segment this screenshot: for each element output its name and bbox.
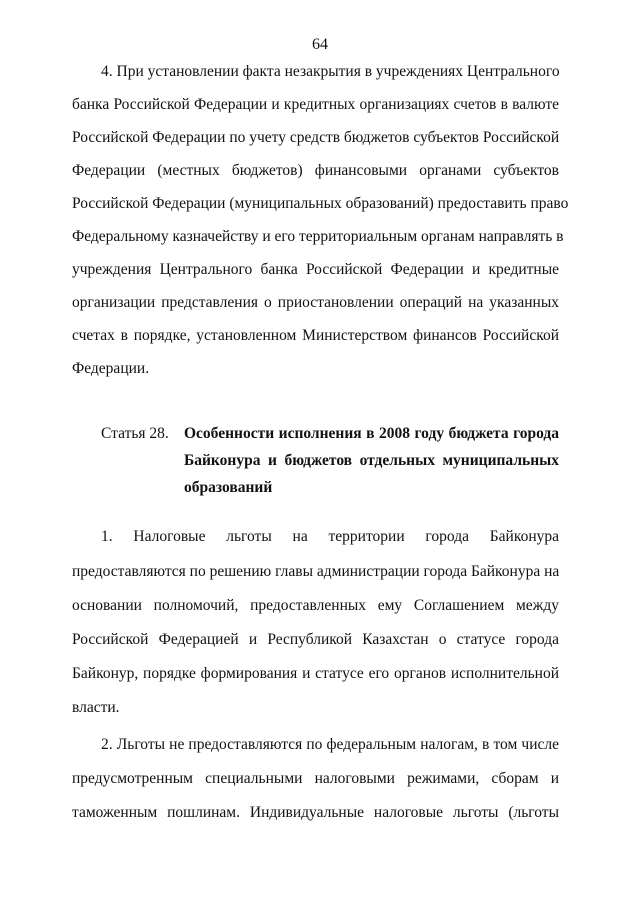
article-title-line-2: Байконура и бюджетов отдельных муниципальных [184,452,559,469]
paragraph-4-line-6: Федеральному казначейству и его территориальным органам направлять в [72,228,564,245]
article-title-line-1: Особенности исполнения в 2008 году бюджета города [184,425,559,442]
paragraph-4-line-3: Российской Федерации по учету средств бюджетов субъектов Российской [72,129,560,146]
paragraph-4-line-5: Российской Федерации (муниципальных образований) предоставить право [72,195,569,212]
paragraph-1-line-4: Российской Федерацией и Республикой Казахстан о статусе города [72,631,559,648]
page-number: 64 [312,36,328,53]
paragraph-4-line-10: Федерации. [72,360,150,377]
paragraph-4-line-7: учреждения Центрального банка Российской Федерации и кредитные [72,261,559,278]
paragraph-2-line-1: 2. Льготы не предоставляются по федеральным налогам, в том числе [101,736,559,753]
paragraph-1-line-5: Байконур, порядке формирования и статусе его органов исполнительной [72,665,559,682]
article-title-line-3: образований [184,479,273,496]
paragraph-4-line-1: 4. При установлении факта незакрытия в учреждениях Центрального [101,63,560,80]
paragraph-4-line-9: счетах в порядке, установленном Министерством финансов Российской [72,327,559,344]
article-label: Статья 28. [101,425,169,442]
paragraph-1-line-2: предоставляются по решению главы администрации города Байконура на [72,563,560,580]
paragraph-1-line-1: 1. Налоговые льготы на территории города Байконура [101,528,559,545]
paragraph-1-line-6: власти. [72,699,120,716]
paragraph-4-line-2: банка Российской Федерации и кредитных организациях счетов в валюте [72,96,559,113]
paragraph-2-line-3: таможенным пошлинам. Индивидуальные налоговые льготы (льготы [72,804,559,821]
paragraph-1-line-3: основании полномочий, предоставленных ему Соглашением между [72,597,559,614]
paragraph-4-line-4: Федерации (местных бюджетов) финансовыми органами субъектов [72,162,559,179]
paragraph-2-line-2: предусмотренным специальными налоговыми режимами, сборам и [72,770,559,787]
paragraph-4-line-8: организации представления о приостановлении операций на указанных [72,294,559,311]
